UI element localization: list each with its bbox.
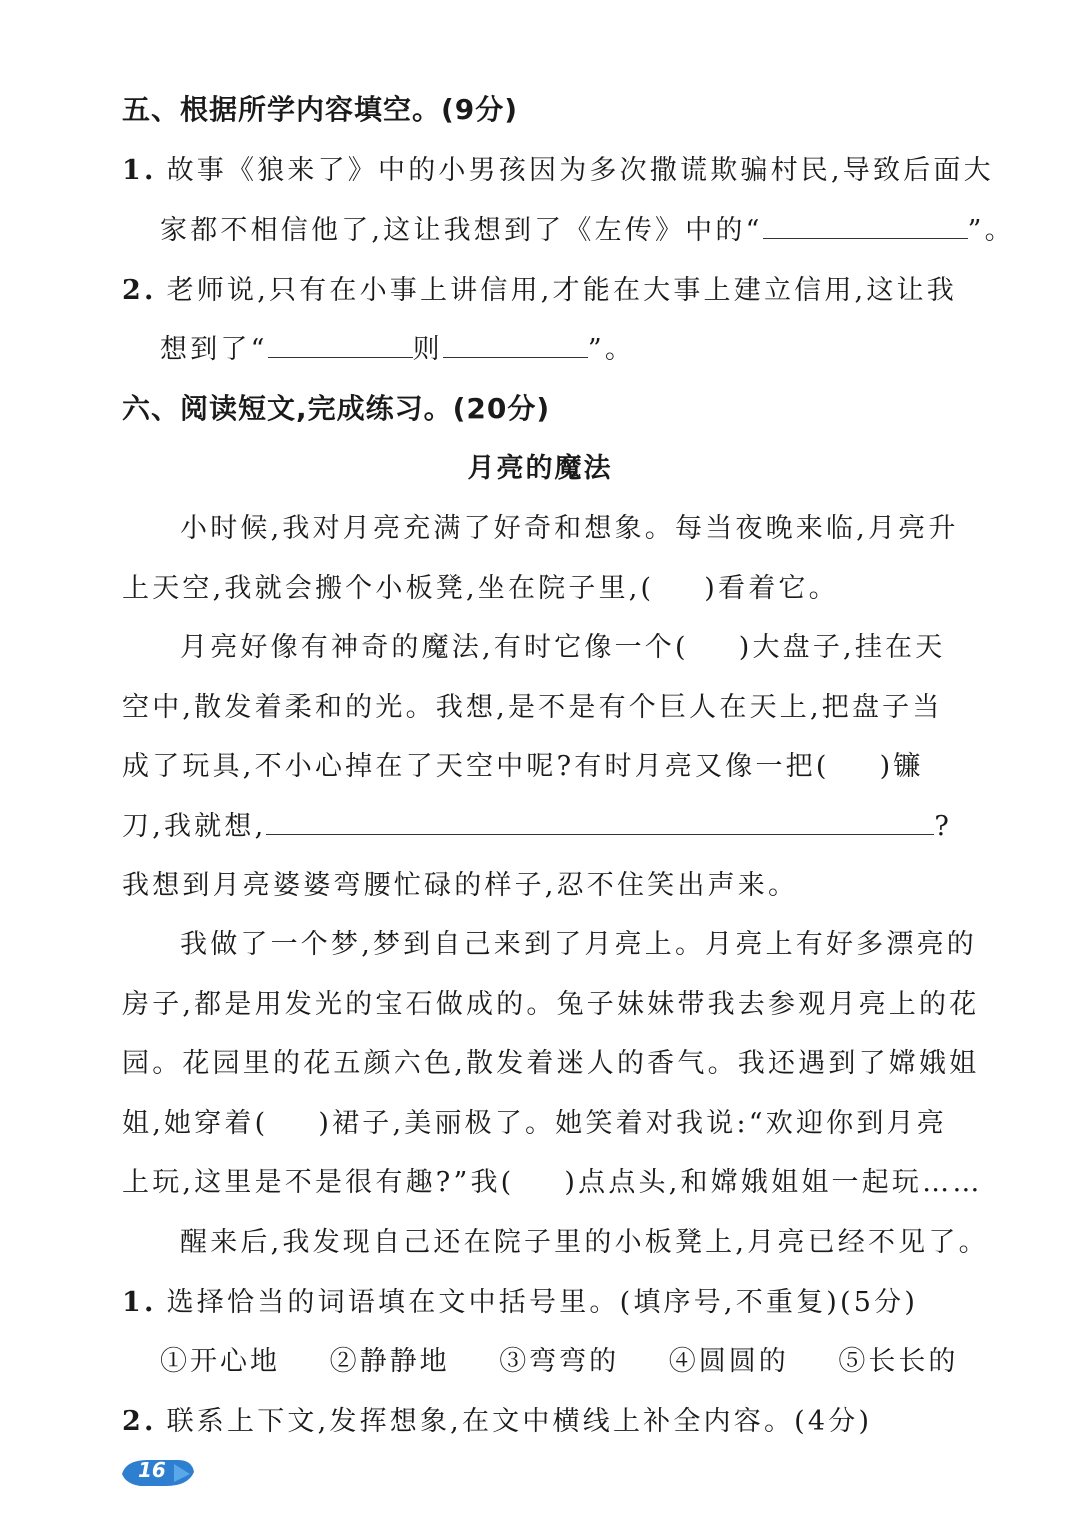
- s6-q1-text: 选择恰当的词语填在文中括号里。(填序号,不重复)(5分): [166, 1287, 919, 1318]
- p2-line2: 空中,散发着柔和的光。我想,是不是有个巨人在天上,把盘子当: [122, 692, 943, 723]
- s5-q2-text2b: ”。: [587, 334, 636, 365]
- section-5-heading: 五、根据所学内容填空。(9分): [122, 93, 519, 126]
- s5-q2-line1: [122, 268, 957, 307]
- p2-line5: 我想到月亮婆婆弯腰忙碌的样子,忍不住笑出声来。: [122, 870, 799, 901]
- p3-line4: [122, 1101, 947, 1140]
- section-6-heading: 六、阅读短文,完成练习。(20分): [122, 392, 551, 425]
- s5-q2-text1: 老师说,只有在小事上讲信用,才能在大事上建立信用,这让我: [166, 275, 957, 306]
- p2-text1a: 月亮好像有神奇的魔法,有时它像一个(: [180, 632, 689, 663]
- s6-q1-number: 1.: [122, 1287, 157, 1318]
- p4-line1: 醒来后,我发现自己还在院子里的小板凳上,月亮已经不见了。: [180, 1227, 989, 1258]
- p2-line3: [122, 744, 924, 783]
- page-number: 16: [138, 1458, 166, 1482]
- p2-text4a: 刀,我就想,: [122, 811, 267, 842]
- s5-q1-line2: [160, 208, 1015, 247]
- s6-q1-options: [160, 1339, 996, 1378]
- p3-line3: 园。花园里的花五颜六色,散发着迷人的香气。我还遇到了嫦娥姐: [122, 1048, 980, 1079]
- p3-line2: 房子,都是用发光的宝石做成的。兔子妹妹带我去参观月亮上的花: [122, 989, 980, 1020]
- s5-q1-line1: [122, 148, 994, 187]
- option-3: ③弯弯的: [499, 1346, 620, 1377]
- s6-q1-line: [122, 1280, 918, 1319]
- p3-line5: [122, 1160, 983, 1199]
- s5-q1-number: 1.: [122, 155, 157, 186]
- s5-q1-text2b: ”。: [967, 215, 1015, 246]
- p3-text5a: 上玩,这里是不是很有趣?”我(: [122, 1167, 515, 1198]
- p1-line1: 小时候,我对月亮充满了好奇和想象。每当夜晚来临,月亮升: [180, 513, 959, 544]
- p2-line4: [122, 804, 952, 843]
- p3-line1: 我做了一个梦,梦到自己来到了月亮上。月亮上有好多漂亮的: [180, 929, 977, 960]
- page-number-badge: [118, 1452, 198, 1492]
- p3-text5b: )点点头,和嫦娥姐姐一起玩……: [564, 1167, 983, 1198]
- p1-text2b: )看着它。: [704, 573, 839, 604]
- p2-text1b: )大盘子,挂在天: [738, 632, 946, 663]
- s6-q2-text: 联系上下文,发挥想象,在文中横线上补全内容。(4分): [166, 1406, 873, 1437]
- s5-q2-text-mid: 则: [412, 334, 443, 365]
- p1-line2: [122, 566, 839, 605]
- p2-text3a: 成了玩具,不小心掉在了天空中呢?有时月亮又像一把(: [122, 751, 830, 782]
- p2-line1: [180, 625, 945, 664]
- p1-text2a: 上天空,我就会搬个小板凳,坐在院子里,(: [122, 573, 655, 604]
- s5-q1-text2a: 家都不相信他了,这让我想到了《左传》中的“: [160, 215, 763, 246]
- p2-text3b: )镰: [879, 751, 924, 782]
- p3-text4b: )裙子,美丽极了。她笑着对我说:“欢迎你到月亮: [318, 1108, 947, 1139]
- option-5: ⑤长长的: [838, 1346, 959, 1377]
- s5-q2-blank-2[interactable]: [443, 335, 588, 358]
- s5-q2-text2a: 想到了“: [160, 334, 268, 365]
- s5-q1-text1: 故事《狼来了》中的小男孩因为多次撒谎欺骗村民,导致后面大: [166, 155, 994, 186]
- s6-q2-line: [122, 1399, 872, 1438]
- p2-text4b: ?: [934, 811, 953, 842]
- p2-long-answer-blank[interactable]: [266, 812, 934, 835]
- s5-q2-line2: [160, 327, 635, 366]
- option-1: ①开心地: [160, 1346, 280, 1377]
- s6-q2-number: 2.: [122, 1406, 157, 1437]
- s5-q2-number: 2.: [122, 275, 157, 306]
- s5-q2-blank-1[interactable]: [268, 335, 413, 358]
- passage-title: 月亮的魔法: [467, 453, 613, 484]
- p3-text4a: 姐,她穿着(: [122, 1108, 269, 1139]
- s5-q1-answer-blank[interactable]: [763, 216, 968, 239]
- option-2: ②静静地: [329, 1346, 450, 1377]
- option-4: ④圆圆的: [668, 1346, 789, 1377]
